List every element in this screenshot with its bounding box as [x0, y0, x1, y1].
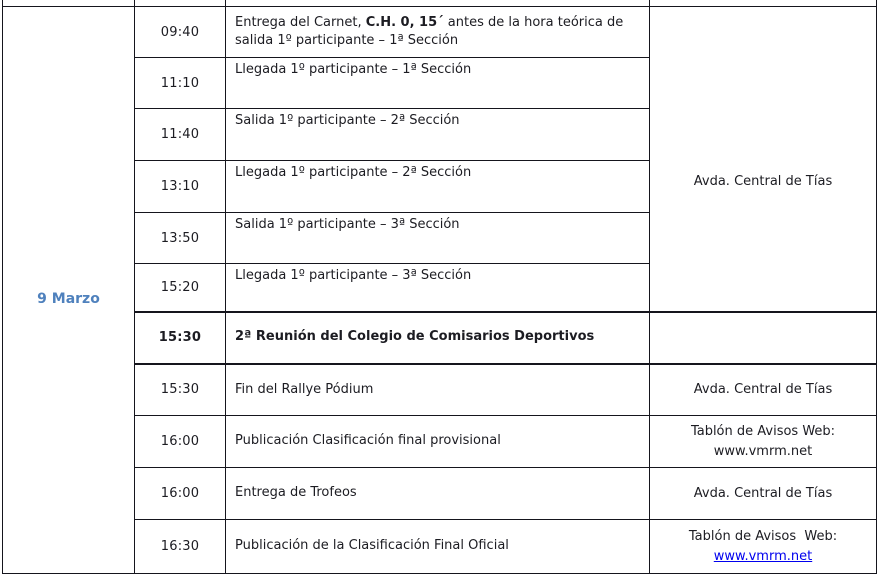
location-text: Avda. Central de Tías	[693, 485, 833, 501]
table-row-highlight	[3, 312, 877, 364]
location-cell	[650, 364, 877, 416]
event-text: antes de la hora teórica de salida 1º participante – 1ª Sección	[235, 14, 624, 48]
time-cell	[135, 312, 226, 364]
time-value: 11:10	[160, 75, 200, 91]
event-text: Entrega del Carnet,	[235, 14, 366, 30]
time-cell	[135, 58, 226, 109]
time-value: 13:10	[160, 179, 200, 194]
event-text: Llegada 1º participante – 1ª Sección	[235, 62, 472, 77]
location-text: Avda. Central de Tías	[693, 174, 833, 189]
event-cell	[226, 312, 650, 364]
time-cell	[135, 213, 226, 264]
event-text: Salida 1º participante – 3ª Sección	[235, 217, 460, 232]
event-cell	[226, 161, 650, 213]
time-value: 15:30	[160, 382, 200, 398]
event-text: Llegada 1º participante – 3ª Sección	[235, 268, 472, 283]
location-text: Tablón de Avisos Web:	[690, 424, 836, 439]
event-text-bold: C.H. 0, 15´	[365, 14, 444, 30]
event-text: Salida 1º participante – 2ª Sección	[235, 113, 460, 128]
time-cell	[135, 468, 226, 520]
event-cell	[226, 109, 650, 161]
location-cell	[650, 416, 877, 468]
time-cell	[135, 364, 226, 416]
event-text: Entrega de Trofeos	[235, 485, 357, 501]
location-web-address: www.vmrm.net	[713, 443, 813, 459]
schedule-table	[2, 0, 877, 574]
time-cell	[135, 416, 226, 468]
table-row	[3, 364, 877, 416]
time-cell	[135, 7, 226, 58]
website-link[interactable]: www.vmrm.net	[713, 548, 813, 564]
location-cell-merged	[650, 7, 877, 312]
table-row	[3, 520, 877, 574]
time-value: 15:20	[160, 279, 200, 295]
time-cell	[135, 520, 226, 574]
table-row	[3, 416, 877, 468]
event-text: Fin del Rallye Pódium	[235, 381, 374, 397]
event-text: 2ª Reunión del Colegio de Comisarios Deportivos	[235, 329, 595, 345]
event-cell	[226, 364, 650, 416]
time-cell	[135, 109, 226, 161]
time-cell	[135, 161, 226, 213]
time-value: 13:50	[160, 230, 200, 246]
event-cell	[226, 58, 650, 109]
event-cell	[226, 468, 650, 520]
time-value: 11:40	[160, 127, 200, 142]
event-cell	[226, 416, 650, 468]
time-value: 16:00	[160, 486, 200, 501]
location-cell	[650, 520, 877, 574]
event-text: Publicación Clasificación final provisional	[235, 433, 501, 449]
table-row	[3, 7, 877, 58]
time-value: 16:00	[160, 434, 200, 449]
location-text: Avda. Central de Tías	[693, 382, 833, 397]
table-row	[3, 468, 877, 520]
location-cell	[650, 312, 877, 364]
location-text: Tablón de Avisos Web:	[688, 529, 838, 544]
date-label: 9 Marzo	[37, 291, 100, 307]
event-cell	[226, 7, 650, 58]
time-value: 16:30	[160, 539, 200, 554]
event-text: Llegada 1º participante – 2ª Sección	[235, 165, 472, 180]
event-cell	[226, 264, 650, 312]
time-value: 09:40	[160, 24, 200, 40]
event-text: Publicación de la Clasificación Final Oficial	[235, 538, 509, 554]
date-cell	[3, 7, 135, 574]
location-cell	[650, 468, 877, 520]
event-cell	[226, 520, 650, 574]
time-cell	[135, 264, 226, 312]
event-cell	[226, 213, 650, 264]
time-value: 15:30	[158, 330, 202, 345]
